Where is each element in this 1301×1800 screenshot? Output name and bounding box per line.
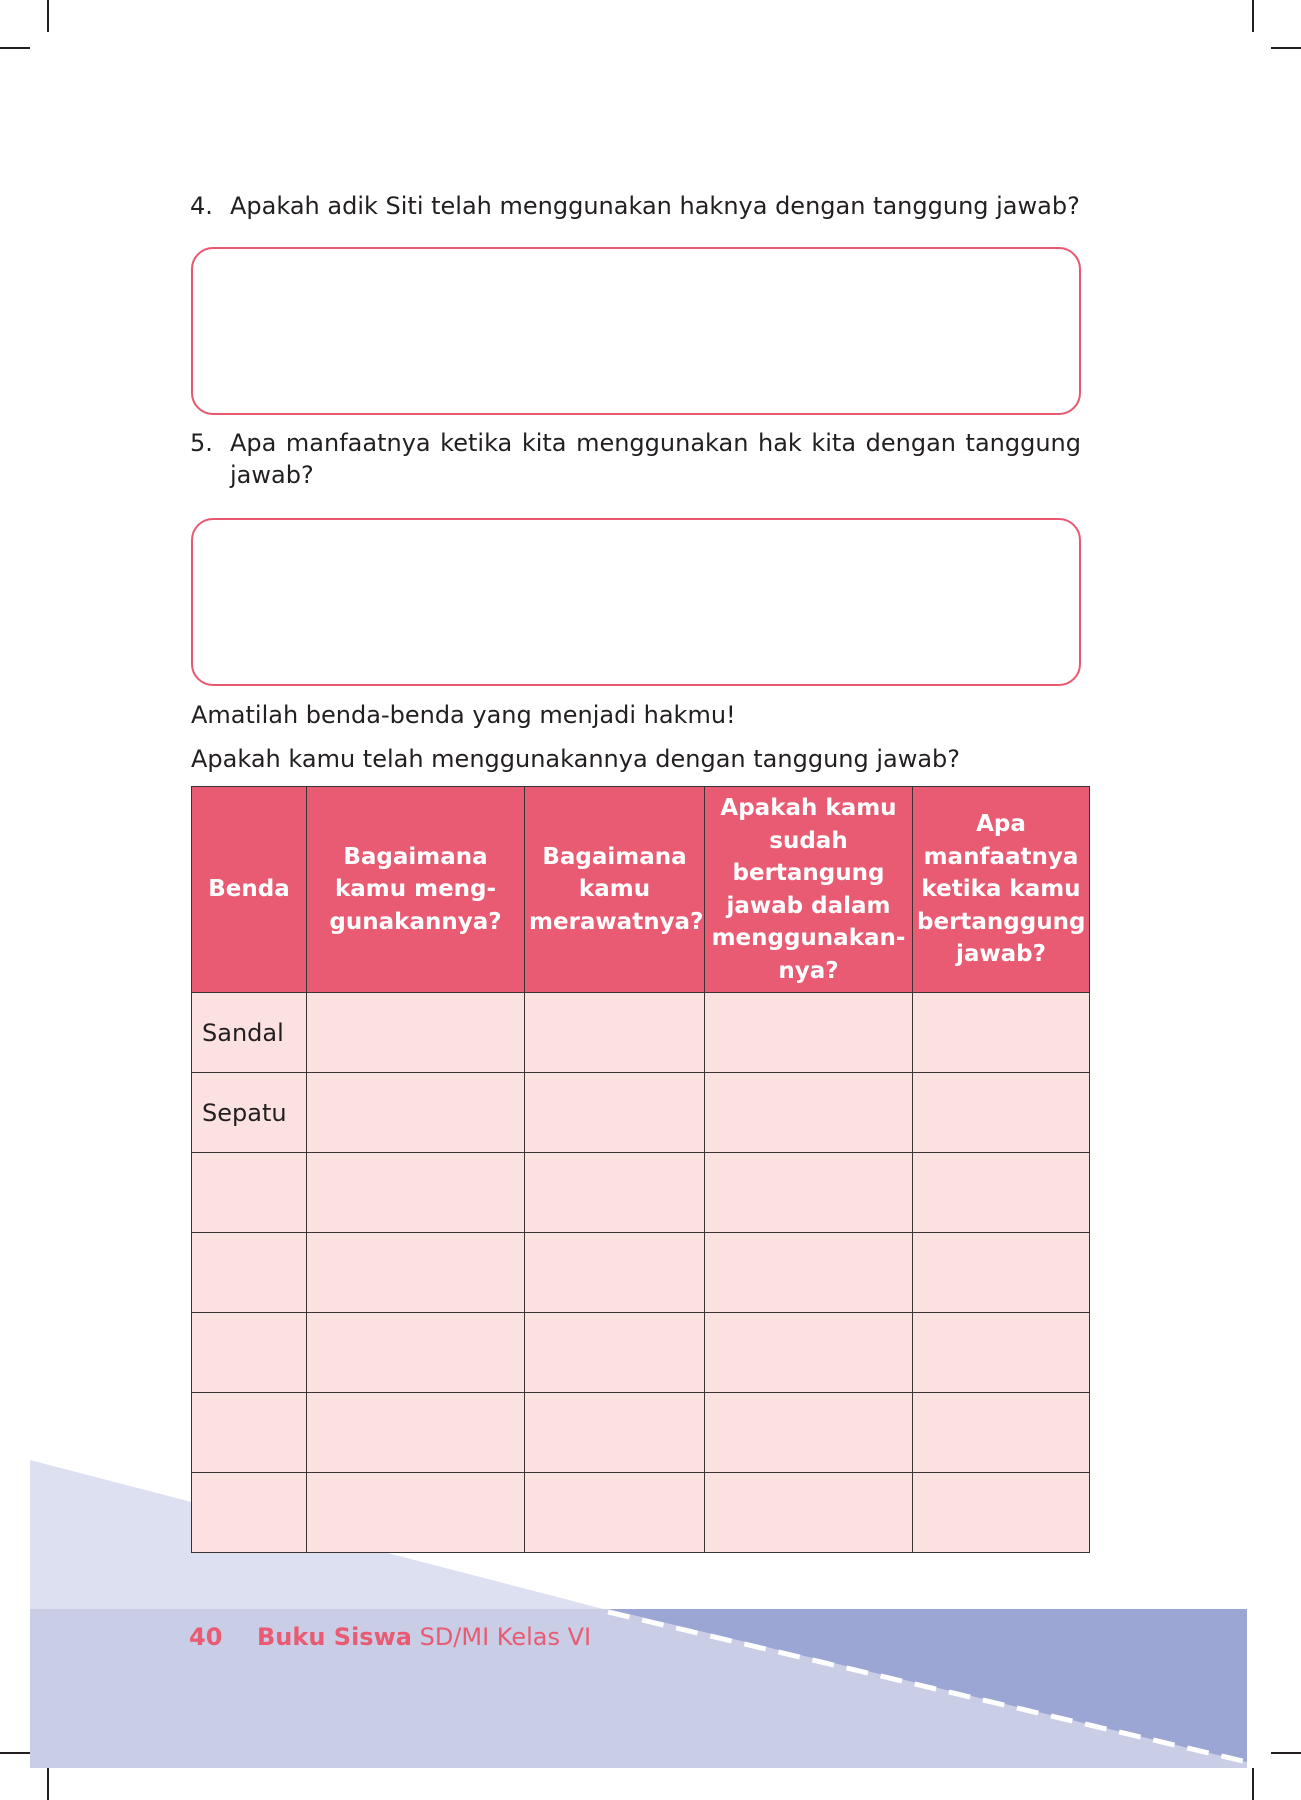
table-cell[interactable]	[525, 1233, 705, 1313]
book-title-rest: SD/MI Kelas VI	[411, 1623, 592, 1651]
question-5	[190, 427, 1081, 493]
table-cell-benda[interactable]	[192, 1473, 307, 1553]
header-responsible: Apakah kamu sudah bertangung jawab dalam menggunakan-nya?	[705, 787, 913, 993]
table-cell[interactable]	[307, 1073, 525, 1153]
table-cell[interactable]	[307, 1233, 525, 1313]
table-cell[interactable]	[307, 1313, 525, 1393]
table-cell[interactable]	[913, 1233, 1090, 1313]
table-cell[interactable]	[913, 993, 1090, 1073]
table-cell[interactable]	[307, 1153, 525, 1233]
table-cell[interactable]	[525, 1313, 705, 1393]
question-text: Apa manfaatnya ketika kita menggunakan hak kita dengan tanggung jawab?	[230, 429, 1081, 489]
table-cell-benda[interactable]	[192, 1153, 307, 1233]
question-number: 4.	[190, 192, 213, 220]
header-how-care: Bagaimana kamu merawatnya?	[525, 787, 705, 993]
table-cell[interactable]	[913, 1473, 1090, 1553]
book-title-bold: Buku Siswa	[257, 1623, 412, 1651]
book-title	[257, 1623, 591, 1651]
question-text: Apakah adik Siti telah menggunakan haknya dengan tanggung jawab?	[230, 192, 1080, 220]
table-cell[interactable]	[525, 1153, 705, 1233]
table-cell[interactable]	[705, 1153, 913, 1233]
table-cell[interactable]	[913, 1313, 1090, 1393]
table-row	[192, 1393, 1090, 1473]
table-cell[interactable]	[705, 1233, 913, 1313]
table-cell[interactable]	[913, 1393, 1090, 1473]
instruction-text: Amatilah benda-benda yang menjadi hakmu!	[191, 701, 736, 729]
page-number: 40	[189, 1623, 223, 1651]
table-cell[interactable]	[525, 1473, 705, 1553]
table-cell[interactable]	[307, 1473, 525, 1553]
table-cell[interactable]	[913, 1073, 1090, 1153]
table-cell-benda[interactable]	[192, 1233, 307, 1313]
table-row	[192, 1073, 1090, 1153]
table-cell[interactable]	[307, 1393, 525, 1473]
table-row	[192, 993, 1090, 1073]
table-question-text: Apakah kamu telah menggunakannya dengan tanggung jawab?	[191, 745, 961, 773]
table-cell[interactable]	[525, 1393, 705, 1473]
header-benda: Benda	[192, 787, 307, 993]
table-cell[interactable]	[705, 1393, 913, 1473]
table-header-row	[192, 787, 1090, 993]
table-row	[192, 1153, 1090, 1233]
answer-box-4[interactable]	[191, 247, 1081, 415]
answer-box-5[interactable]	[191, 518, 1081, 686]
table-cell-benda[interactable]	[192, 1313, 307, 1393]
table-cell[interactable]	[705, 1313, 913, 1393]
table-cell[interactable]	[705, 1073, 913, 1153]
table-cell-benda: Sepatu	[192, 1073, 307, 1153]
table-cell[interactable]	[705, 993, 913, 1073]
hak-table	[191, 786, 1090, 1553]
table-cell[interactable]	[913, 1153, 1090, 1233]
table-row	[192, 1313, 1090, 1393]
table-cell[interactable]	[307, 993, 525, 1073]
table-row	[192, 1233, 1090, 1313]
header-benefit: Apa manfaatnya ketika kamu bertanggung jawab?	[913, 787, 1090, 993]
table-cell[interactable]	[705, 1473, 913, 1553]
question-number: 5.	[190, 429, 213, 457]
table-row	[192, 1473, 1090, 1553]
table-cell-benda: Sandal	[192, 993, 307, 1073]
header-how-use: Bagaimana kamu meng-gunakannya?	[307, 787, 525, 993]
table-cell-benda[interactable]	[192, 1393, 307, 1473]
question-4	[190, 190, 1081, 224]
table-cell[interactable]	[525, 993, 705, 1073]
table-cell[interactable]	[525, 1073, 705, 1153]
